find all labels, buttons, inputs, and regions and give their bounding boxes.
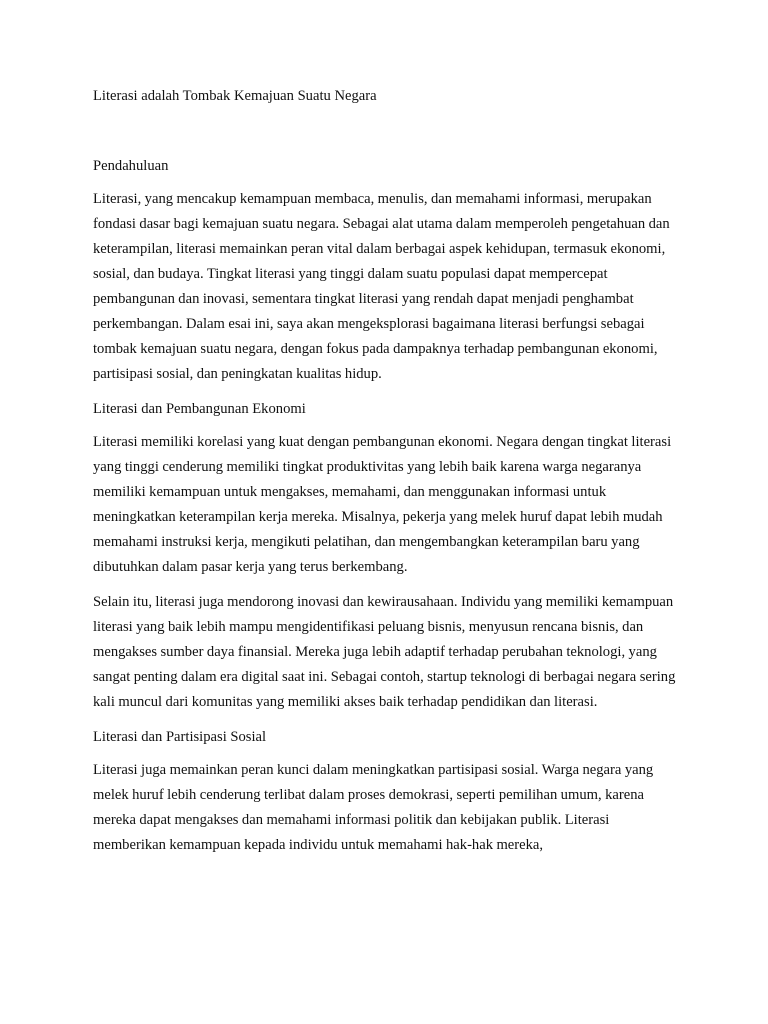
section-heading: Pendahuluan [93,158,169,174]
paragraph: Selain itu, literasi juga mendorong inovasi dan kewirausahaan. Individu yang memiliki kemampuan literasi yang baik lebih mampu mengidentifikasi peluang bisnis, menyusun rencana bisnis, dan mengakses sumber daya finansial. Mereka juga lebih adaptif terhadap perubahan teknologi, yang sangat penting dalam era digital saat ini. Sebagai contoh, startup teknologi di berbagai negara sering kali muncul dari komunitas yang memiliki akses baik terhadap pendidikan dan literasi. [93,594,676,710]
paragraph: Literasi memiliki korelasi yang kuat dengan pembangunan ekonomi. Negara dengan tingkat literasi yang tinggi cenderung memiliki tingkat produktivitas yang lebih baik karena warga negaranya memiliki kemampuan untuk mengakses, memahami, dan menggunakan informasi untuk meningkatkan keterampilan kerja mereka. Misalnya, pekerja yang melek huruf dapat lebih mudah memahami instruksi kerja, mengikuti pelatihan, dan mengembangkan keterampilan baru yang dibutuhkan dalam pasar kerja yang terus berkembang. [93,434,672,575]
section-heading: Literasi dan Pembangunan Ekonomi [93,401,306,417]
document-title: Literasi adalah Tombak Kemajuan Suatu Negara [93,88,377,104]
document-page [93,84,683,868]
section-pendahuluan [93,154,683,387]
section-pembangunan-ekonomi [93,397,683,715]
paragraph: Literasi, yang mencakup kemampuan membaca, menulis, dan memahami informasi, merupakan fondasi dasar bagi kemajuan suatu negara. Sebagai alat utama dalam memperoleh pengetahuan dan keterampilan, literasi memainkan peran vital dalam berbagai aspek kehidupan, termasuk ekonomi, sosial, dan budaya. Tingkat literasi yang tinggi dalam suatu populasi dapat mempercepat pembangunan dan inovasi, sementara tingkat literasi yang rendah dapat menjadi penghambat perkembangan. Dalam esai ini, saya akan mengeksplorasi bagaimana literasi berfungsi sebagai tombak kemajuan suatu negara, dengan fokus pada dampaknya terhadap pembangunan ekonomi, partisipasi sosial, dan peningkatan kualitas hidup. [93,191,670,382]
section-partisipasi-sosial [93,725,683,858]
paragraph: Literasi juga memainkan peran kunci dalam meningkatkan partisipasi sosial. Warga negara yang melek huruf lebih cenderung terlibat dalam proses demokrasi, seperti pemilihan umum, karena mereka dapat mengakses dan memahami informasi politik dan kebijakan publik. Literasi memberikan kemampuan kepada individu untuk memahami hak-hak mereka, [93,762,654,853]
section-heading: Literasi dan Partisipasi Sosial [93,729,267,745]
